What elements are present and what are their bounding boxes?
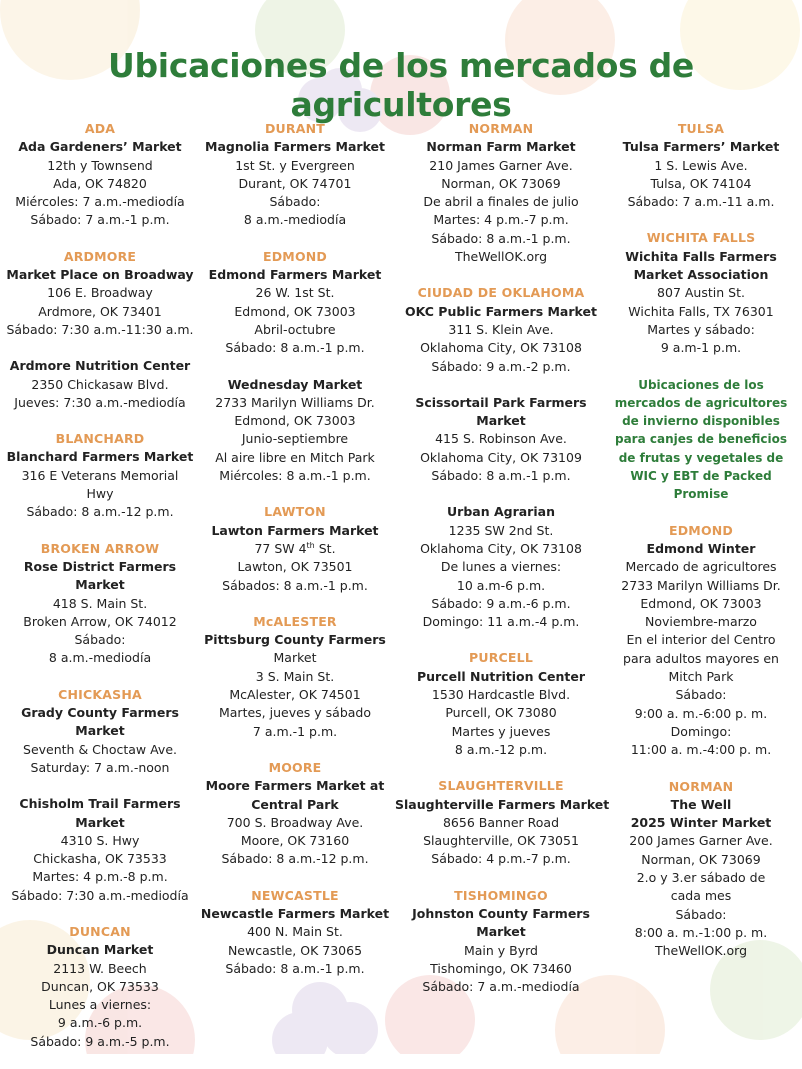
market-name: Newcastle Farmers Market [200, 905, 390, 921]
city-heading: EDMOND [262, 248, 328, 264]
market-hours: Lunes a viernes: [48, 997, 152, 1013]
market-hours: Martes, jueves y sábado [218, 705, 371, 721]
market-name: Pittsburg County Farmers [204, 632, 386, 648]
market-city-zip: Purcell, OK 73080 [445, 705, 557, 721]
market-schedule: cada mes [670, 888, 732, 904]
market-city-zip: Ardmore, OK 73401 [38, 303, 162, 319]
market-name: The Well [670, 796, 732, 812]
market-hours: Sábado: 7 a.m.-11 a.m. [627, 194, 775, 210]
market-name: Market Association [633, 267, 769, 283]
market-hours: 9 a.m.-6 p.m. [57, 1015, 143, 1031]
address-part: St. [314, 540, 336, 556]
market-hours: Martes: 4 p.m.-8 p.m. [32, 869, 168, 885]
market-hours: 8 a.m.-mediodía [243, 212, 347, 228]
market-hours: Sábado: 8 a.m.-1 p.m. [431, 468, 571, 484]
market-hours: Sábado: 7 a.m.-1 p.m. [30, 212, 170, 228]
market-city-zip: Chickasha, OK 73533 [33, 851, 167, 867]
market-city-zip: Edmond, OK 73003 [234, 413, 356, 429]
market-edmond-winter [605, 522, 797, 760]
market-name-cont: Market [273, 650, 317, 666]
market-address: 2733 Marilyn Williams Dr. [621, 577, 781, 593]
market-location-note: Al aire libre en Mitch Park [215, 449, 375, 465]
market-duncan [2, 923, 198, 1051]
market-city-zip: Oklahoma City, OK 73109 [420, 449, 582, 465]
market-hours: Sábado: [74, 632, 126, 648]
market-address: 2113 W. Beech [53, 960, 147, 976]
market-name: Edmond Winter [646, 540, 756, 556]
market-name: Market [476, 413, 526, 429]
city-heading: McALESTER [253, 613, 337, 629]
market-city-zip: Tulsa, OK 74104 [650, 175, 752, 191]
market-address: 1st St. y Evergreen [235, 157, 355, 173]
market-name: Rose District Farmers [23, 558, 177, 574]
market-location-note: En el interior del Centro [626, 632, 776, 648]
market-city-zip: Lawton, OK 73501 [237, 559, 353, 575]
market-name: Market [75, 723, 125, 739]
market-hours: 8:00 a. m.-1:00 p. m. [634, 924, 768, 940]
market-blanchard [2, 430, 198, 521]
market-name: Purcell Nutrition Center [416, 668, 586, 684]
market-name: Wednesday Market [227, 376, 363, 392]
market-lawton [198, 503, 392, 594]
market-moore [198, 759, 392, 869]
city-heading: DURANT [264, 121, 325, 136]
market-hours: Sábados: 8 a.m.-1 p.m. [222, 577, 368, 593]
market-mcalester [198, 613, 392, 741]
market-location-note: para adultos mayores en [623, 650, 779, 666]
market-hours: Domingo: 11 a.m.-4 p.m. [422, 614, 580, 630]
market-hours: Sábado: [675, 906, 727, 922]
market-name: Wichita Falls Farmers [625, 248, 777, 264]
market-address: 418 S. Main St. [52, 595, 148, 611]
city-heading: NORMAN [468, 121, 534, 136]
city-heading: TULSA [677, 121, 725, 136]
market-hours: Sábado: 8 a.m.-1 p.m. [225, 340, 365, 356]
market-hours: Sábado: 7:30 a.m.-11:30 a.m. [6, 321, 194, 337]
market-hours: 8 a.m.-12 p.m. [454, 741, 548, 757]
address-part: 77 SW 4 [254, 540, 307, 556]
market-ardmore-nutrition [2, 357, 198, 412]
market-address: 12th y Townsend [47, 157, 153, 173]
market-address: 210 James Garner Ave. [429, 157, 573, 173]
market-hours: 10 a.m-6 p.m. [456, 577, 546, 593]
market-website: TheWellOK.org [654, 943, 748, 959]
market-hours: Miércoles: 8 a.m.-1 p.m. [219, 468, 371, 484]
ordinal-suffix: th [306, 540, 315, 550]
market-city-zip: Oklahoma City, OK 73108 [420, 540, 582, 556]
city-heading: CHICKASHA [58, 686, 142, 702]
market-name: 2025 Winter Market [630, 815, 772, 831]
market-name: Chisholm Trail Farmers [19, 796, 181, 812]
market-urban-agrarian [395, 503, 607, 631]
market-name: Johnston County Farmers [412, 905, 590, 921]
market-city-zip: Duncan, OK 73533 [41, 978, 159, 994]
city-heading: MOORE [268, 759, 322, 775]
market-name: Grady County Farmers [21, 705, 179, 721]
market-name: Blanchard Farmers Market [6, 449, 194, 465]
market-address: 26 W. 1st St. [255, 285, 335, 301]
market-durant [198, 120, 392, 230]
market-okc-public [395, 284, 607, 375]
market-city-zip: Edmond, OK 73003 [640, 595, 762, 611]
city-heading: PURCELL [469, 650, 533, 666]
city-heading: CIUDAD DE OKLAHOMA [417, 285, 585, 301]
market-schedule: 2.o y 3.er sábado de [636, 869, 766, 885]
market-hours: De lunes a viernes: [440, 559, 562, 575]
winter-markets-note: Ubicaciones de los mercados de agricultores de invierno disponibles para canjes de beneficios de frutas y vegetales de WIC y EBT de Packed Promise [614, 377, 788, 502]
column-3 [395, 120, 610, 1014]
market-name: Market [476, 924, 526, 940]
market-address: Main y Byrd [463, 942, 538, 958]
market-city-zip: Slaughterville, OK 73051 [423, 833, 579, 849]
market-name: Ardmore Nutrition Center [9, 358, 191, 374]
market-hours: Sábado: 7 a.m.-mediodía [422, 979, 580, 995]
market-address: 807 Austin St. [657, 285, 745, 301]
market-city-zip: Moore, OK 73160 [240, 833, 350, 849]
city-heading: TISHOMINGO [454, 887, 548, 903]
market-address: 2733 Marilyn Williams Dr. [215, 394, 375, 410]
market-address: 316 E Veterans Memorial [21, 467, 179, 483]
market-hours: Sábado: 8 a.m.-1 p.m. [225, 960, 365, 976]
market-ardmore-broadway [2, 248, 198, 339]
market-purcell [395, 649, 607, 759]
market-address: 415 S. Robinson Ave. [435, 431, 567, 447]
market-hours: Martes y jueves [451, 723, 551, 739]
city-heading: NEWCASTLE [251, 887, 339, 903]
market-chisholm-trail [2, 795, 198, 905]
market-name: OKC Public Farmers Market [405, 303, 597, 319]
market-season: De abril a finales de julio [423, 194, 579, 210]
city-heading: SLAUGHTERVILLE [438, 778, 564, 794]
market-hours: Saturday: 7 a.m.-noon [30, 759, 170, 775]
city-heading: ARDMORE [63, 248, 137, 264]
market-grady-county [2, 686, 198, 777]
market-address: 200 James Garner Ave. [629, 833, 773, 849]
city-heading: ADA [84, 121, 116, 136]
market-city-zip: Wichita Falls, TX 76301 [628, 303, 774, 319]
market-hours: 9:00 a. m.-6:00 p. m. [634, 705, 768, 721]
market-address: 311 S. Klein Ave. [448, 321, 554, 337]
page-title: Ubicaciones de los mercados de agricultores [107, 46, 694, 124]
market-name: Slaughterville Farmers Market [395, 796, 610, 812]
market-city-zip: Edmond, OK 73003 [234, 303, 356, 319]
column-2 [198, 120, 392, 996]
market-city-zip: Broken Arrow, OK 74012 [23, 613, 177, 629]
market-name: Magnolia Farmers Market [205, 139, 385, 155]
market-hours: Martes: 4 p.m.-7 p.m. [433, 212, 569, 228]
column-4 [605, 120, 797, 978]
market-hours: 7 a.m.-1 p.m. [252, 723, 338, 739]
market-name: Lawton Farmers Market [211, 522, 379, 538]
market-hours: Sábado: [675, 687, 727, 703]
market-address [198, 540, 392, 558]
market-name: Market [75, 814, 125, 830]
market-newcastle [198, 887, 392, 978]
market-tulsa [605, 120, 797, 211]
market-address: 1235 SW 2nd St. [448, 522, 554, 538]
market-hours: Miércoles: 7 a.m.-mediodía [15, 194, 185, 210]
market-broken-arrow [2, 540, 198, 668]
market-name: Moore Farmers Market at [205, 778, 385, 794]
city-heading: EDMOND [668, 522, 734, 538]
market-norman-farm [395, 120, 607, 266]
market-address: 8656 Banner Road [442, 814, 560, 830]
market-hours: 11:00 a. m.-4:00 p. m. [630, 742, 772, 758]
market-name: Norman Farm Market [426, 139, 576, 155]
city-heading: NORMAN [668, 778, 734, 794]
market-season: Junio-septiembre [241, 431, 349, 447]
market-hours: Sábado: 9 a.m.-6 p.m. [431, 595, 571, 611]
market-hours: Martes y sábado: [647, 321, 755, 337]
market-name: Tulsa Farmers’ Market [622, 139, 780, 155]
market-address: Seventh & Choctaw Ave. [23, 741, 177, 757]
city-heading: BLANCHARD [55, 431, 145, 447]
market-city-zip: Newcastle, OK 73065 [227, 942, 363, 958]
market-hours: Sábado: 9 a.m.-5 p.m. [30, 1033, 170, 1049]
market-name: Market [75, 577, 125, 593]
market-wichita-falls [605, 229, 797, 357]
market-address: 1530 Hardcastle Blvd. [431, 687, 571, 703]
market-city-zip: Norman, OK 73069 [641, 851, 761, 867]
market-website: TheWellOK.org [454, 249, 548, 265]
market-hours: Sábado: 8 a.m.-12 p.m. [221, 851, 369, 867]
market-name-cont: Mercado de agricultores [625, 559, 777, 575]
market-location-note: Mitch Park [668, 669, 734, 685]
market-address: 700 S. Broadway Ave. [226, 814, 364, 830]
market-name: Ada Gardeners’ Market [18, 139, 182, 155]
market-name: Market Place on Broadway [6, 267, 194, 283]
market-name: Central Park [251, 796, 339, 812]
city-heading: LAWTON [264, 504, 326, 520]
market-hours: Jueves: 7:30 a.m.-mediodía [14, 394, 186, 410]
market-city-zip: Norman, OK 73069 [441, 175, 561, 191]
market-hours: Sábado: 4 p.m.-7 p.m. [431, 851, 571, 867]
city-heading: WICHITA FALLS [646, 230, 756, 246]
market-name: Scissortail Park Farmers [415, 394, 587, 410]
market-hours: 9 a.m-1 p.m. [660, 340, 742, 356]
market-city-zip: Ada, OK 74820 [53, 175, 147, 191]
market-address: 400 N. Main St. [247, 924, 343, 940]
market-season: Abril-octubre [254, 321, 336, 337]
market-hours: 8 a.m.-mediodía [48, 650, 152, 666]
column-1 [2, 120, 198, 1069]
market-city-zip: Oklahoma City, OK 73108 [420, 340, 582, 356]
city-heading: DUNCAN [69, 923, 131, 939]
market-address: 106 E. Broadway [47, 285, 153, 301]
market-city-zip: Tishomingo, OK 73460 [430, 960, 572, 976]
market-season: Noviembre-marzo [645, 614, 757, 630]
market-scissortail [395, 394, 607, 485]
market-tishomingo [395, 887, 607, 997]
market-address: Hwy [86, 486, 114, 502]
market-address: 2350 Chickasaw Blvd. [31, 376, 169, 392]
market-hours: Sábado: 9 a.m.-2 p.m. [431, 358, 571, 374]
market-hours: Sábado: [269, 194, 321, 210]
city-heading: BROKEN ARROW [40, 540, 160, 556]
market-city-zip: McAlester, OK 74501 [229, 687, 361, 703]
market-slaughterville [395, 777, 610, 868]
market-norman-winter [605, 778, 797, 961]
market-hours: Sábado: 8 a.m.-12 p.m. [26, 504, 174, 520]
market-city-zip: Durant, OK 74701 [238, 175, 352, 191]
market-hours: Sábado: 7:30 a.m.-mediodía [11, 887, 189, 903]
market-hours: Domingo: [670, 723, 732, 739]
market-name: Edmond Farmers Market [208, 267, 382, 283]
market-edmond-farmers [198, 248, 392, 358]
market-hours: Sábado: 8 a.m.-1 p.m. [431, 230, 571, 246]
market-wednesday [198, 376, 392, 486]
market-address: 1 S. Lewis Ave. [654, 157, 748, 173]
market-address: 4310 S. Hwy [60, 832, 140, 848]
market-ada [2, 120, 198, 230]
market-name: Duncan Market [46, 942, 154, 958]
market-name: Urban Agrarian [447, 504, 555, 520]
market-address: 3 S. Main St. [255, 668, 335, 684]
